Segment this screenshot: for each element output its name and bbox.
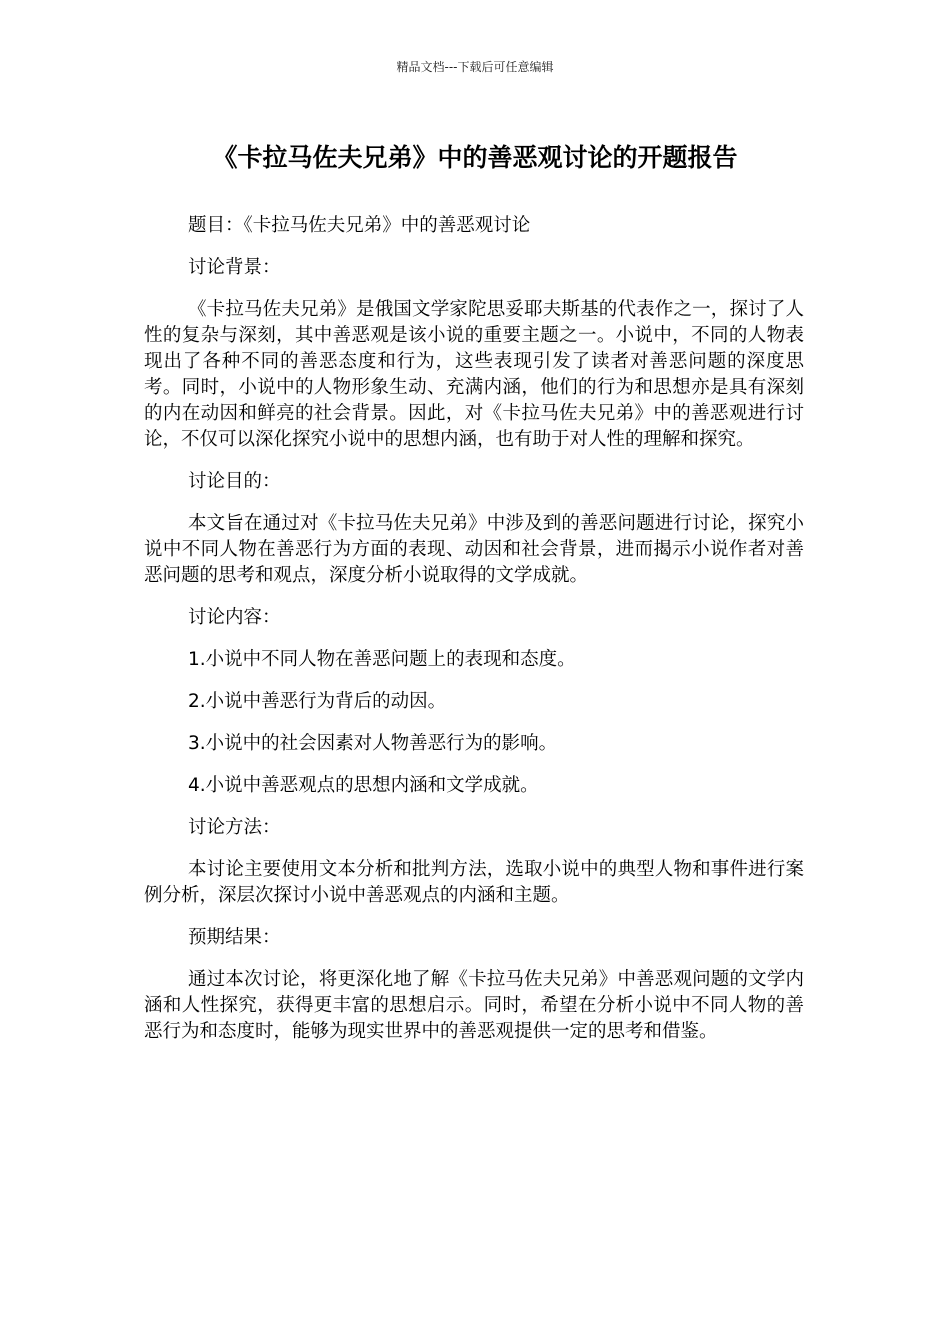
section-heading-method: 讨论方法： xyxy=(188,817,281,838)
expected-results-paragraph: 通过本次讨论，将更深化地了解《卡拉马佐夫兄弟》中善恶观问题的文学内涵和人性探究，获得更丰富的思想启示。同时，希望在分析小说中不同人物的善恶行为和态度时，能够为现实世界中的善恶观提供一定的思考和借鉴。 xyxy=(144,969,804,1042)
document-body xyxy=(144,213,804,1061)
section-heading-content: 讨论内容： xyxy=(188,607,281,628)
document-title: 《卡拉马佐夫兄弟》中的善恶观讨论的开题报告 xyxy=(212,143,738,172)
content-item-2: 2.小说中善恶行为背后的动因。 xyxy=(188,691,447,712)
content-item-1: 1.小说中不同人物在善恶问题上的表现和态度。 xyxy=(188,649,576,670)
section-heading-purpose: 讨论目的： xyxy=(188,471,281,492)
content-item-4: 4.小说中善恶观点的思想内涵和文学成就。 xyxy=(188,775,539,796)
header-note: 精品文档---下载后可任意编辑 xyxy=(396,60,554,74)
content-item-3: 3.小说中的社会因素对人物善恶行为的影响。 xyxy=(188,733,558,754)
method-paragraph: 本讨论主要使用文本分析和批判方法，选取小说中的典型人物和事件进行案例分析，深层次探讨小说中善恶观点的内涵和主题。 xyxy=(144,859,804,906)
section-heading-expected-results: 预期结果： xyxy=(188,927,281,948)
topic-line: 题目：《卡拉马佐夫兄弟》中的善恶观讨论 xyxy=(188,215,531,236)
section-heading-background: 讨论背景： xyxy=(188,257,281,278)
background-paragraph: 《卡拉马佐夫兄弟》是俄国文学家陀思妥耶夫斯基的代表作之一，探讨了人性的复杂与深刻，其中善恶观是该小说的重要主题之一。小说中，不同的人物表现出了各种不同的善恶态度和行为，这些表现引发了读者对善恶问题的深度思考。同时，小说中的人物形象生动、充满内涵，他们的行为和思想亦是具有深刻的内在动因和鲜亮的社会背景。因此，对《卡拉马佐夫兄弟》中的善恶观进行讨论，不仅可以深化探究小说中的思想内涵，也有助于对人性的理解和探究。 xyxy=(144,299,804,450)
purpose-paragraph: 本文旨在通过对《卡拉马佐夫兄弟》中涉及到的善恶问题进行讨论，探究小说中不同人物在善恶行为方面的表现、动因和社会背景，进而揭示小说作者对善恶问题的思考和观点，深度分析小说取得的文学成就。 xyxy=(144,513,804,586)
